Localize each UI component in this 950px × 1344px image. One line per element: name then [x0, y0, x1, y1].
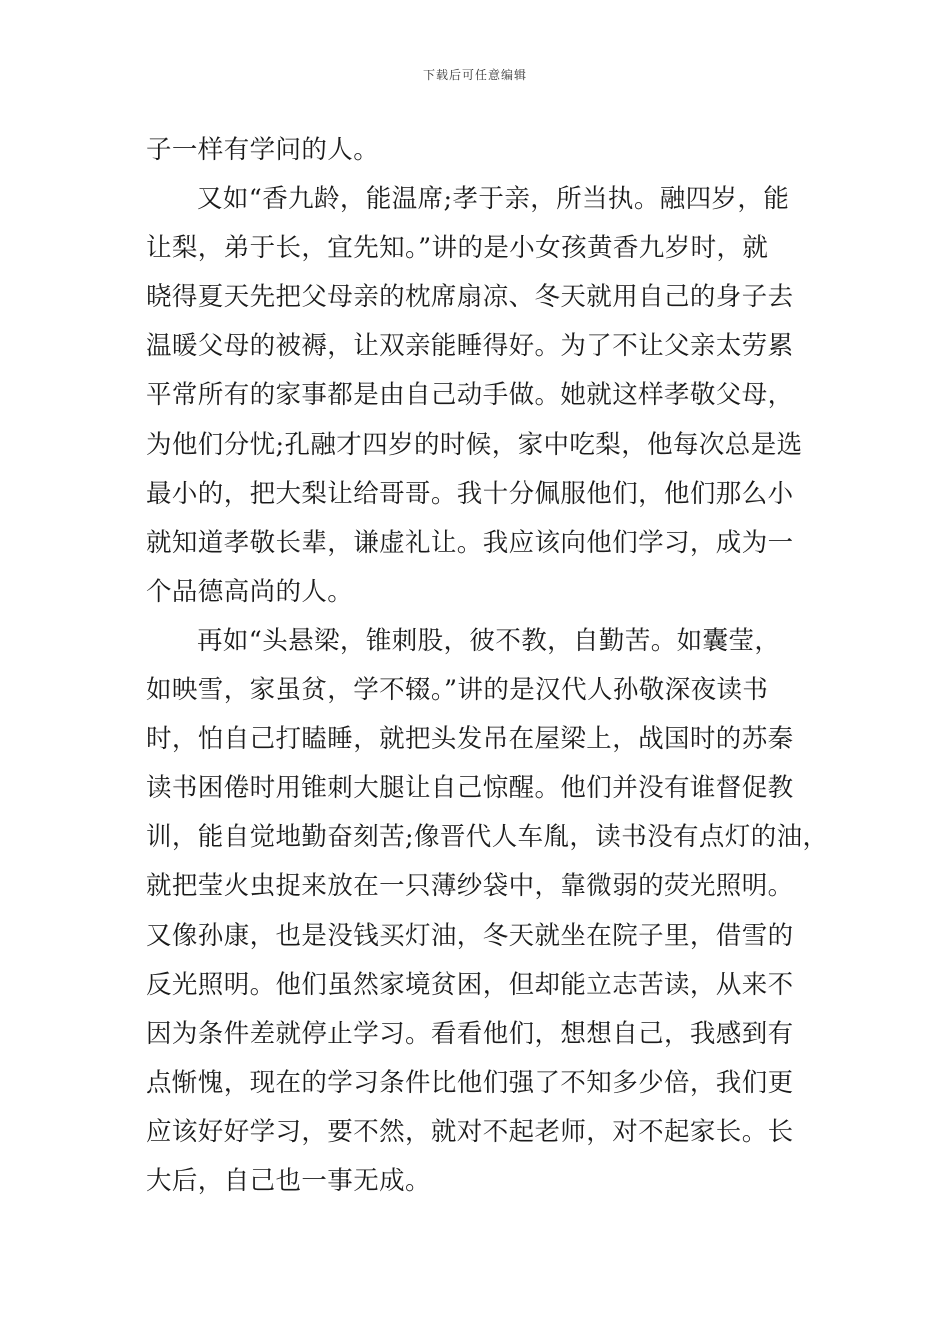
text-line: 为他们分忧;孔融才四岁的时候，家中吃梨，他每次总是选 — [146, 429, 803, 460]
text-line: 温暖父母的被褥，让双亲能睡得好。为了不让父亲太劳累 — [146, 331, 794, 362]
text-line: 晓得夏天先把父母亲的枕席扇凉、冬天就用自己的身子去 — [146, 282, 794, 313]
text-line: 因为条件差就停止学习。看看他们，想想自己，我感到有 — [146, 1018, 794, 1049]
text-line: 子一样有学问的人。 — [146, 135, 380, 165]
text-line: 又如“香九龄，能温席;孝于亲，所当执。融四岁，能 — [197, 184, 790, 215]
text-line: 就知道孝敬长辈，谦虚礼让。我应该向他们学习，成为一 — [146, 527, 794, 558]
text-line: 时，怕自己打瞌睡，就把头发吊在屋梁上，战国时的苏秦 — [146, 724, 794, 755]
text-line: 让梨，弟于长，宜先知。”讲的是小女孩黄香九岁时，就 — [146, 233, 769, 264]
text-line: 点惭愧，现在的学习条件比他们强了不知多少倍，我们更 — [146, 1067, 794, 1098]
text-line: 再如“头悬梁，锥刺股，彼不教，自勤苦。如囊莹， — [197, 625, 781, 656]
text-line: 如映雪，家虽贫，学不辍。”讲的是汉代人孙敬深夜读书 — [146, 675, 769, 706]
text-line: 读书困倦时用锥刺大腿让自己惊醒。他们并没有谁督促教 — [146, 773, 794, 804]
text-line: 反光照明。他们虽然家境贫困，但却能立志苦读，从来不 — [146, 969, 794, 1000]
essay-body — [146, 126, 836, 1206]
text-line: 个品德高尚的人。 — [146, 576, 354, 607]
text-line: 就把莹火虫捉来放在一只薄纱袋中，靠微弱的荧光照明。 — [146, 871, 794, 902]
text-line: 平常所有的家事都是由自己动手做。她就这样孝敬父母， — [146, 380, 794, 411]
text-line: 应该好好学习，要不然，就对不起老师，对不起家长。长 — [146, 1116, 794, 1147]
text-line: 训，能自觉地勤奋刻苦;像晋代人车胤，读书没有点灯的油， — [146, 822, 829, 853]
text-line: 大后，自己也一事无成。 — [146, 1165, 431, 1196]
page-header-note: 下载后可任意编辑 — [422, 68, 527, 82]
text-line: 又像孙康，也是没钱买灯油，冬天就坐在院子里，借雪的 — [146, 920, 794, 951]
text-line: 最小的，把大梨让给哥哥。我十分佩服他们，他们那么小 — [146, 478, 794, 509]
